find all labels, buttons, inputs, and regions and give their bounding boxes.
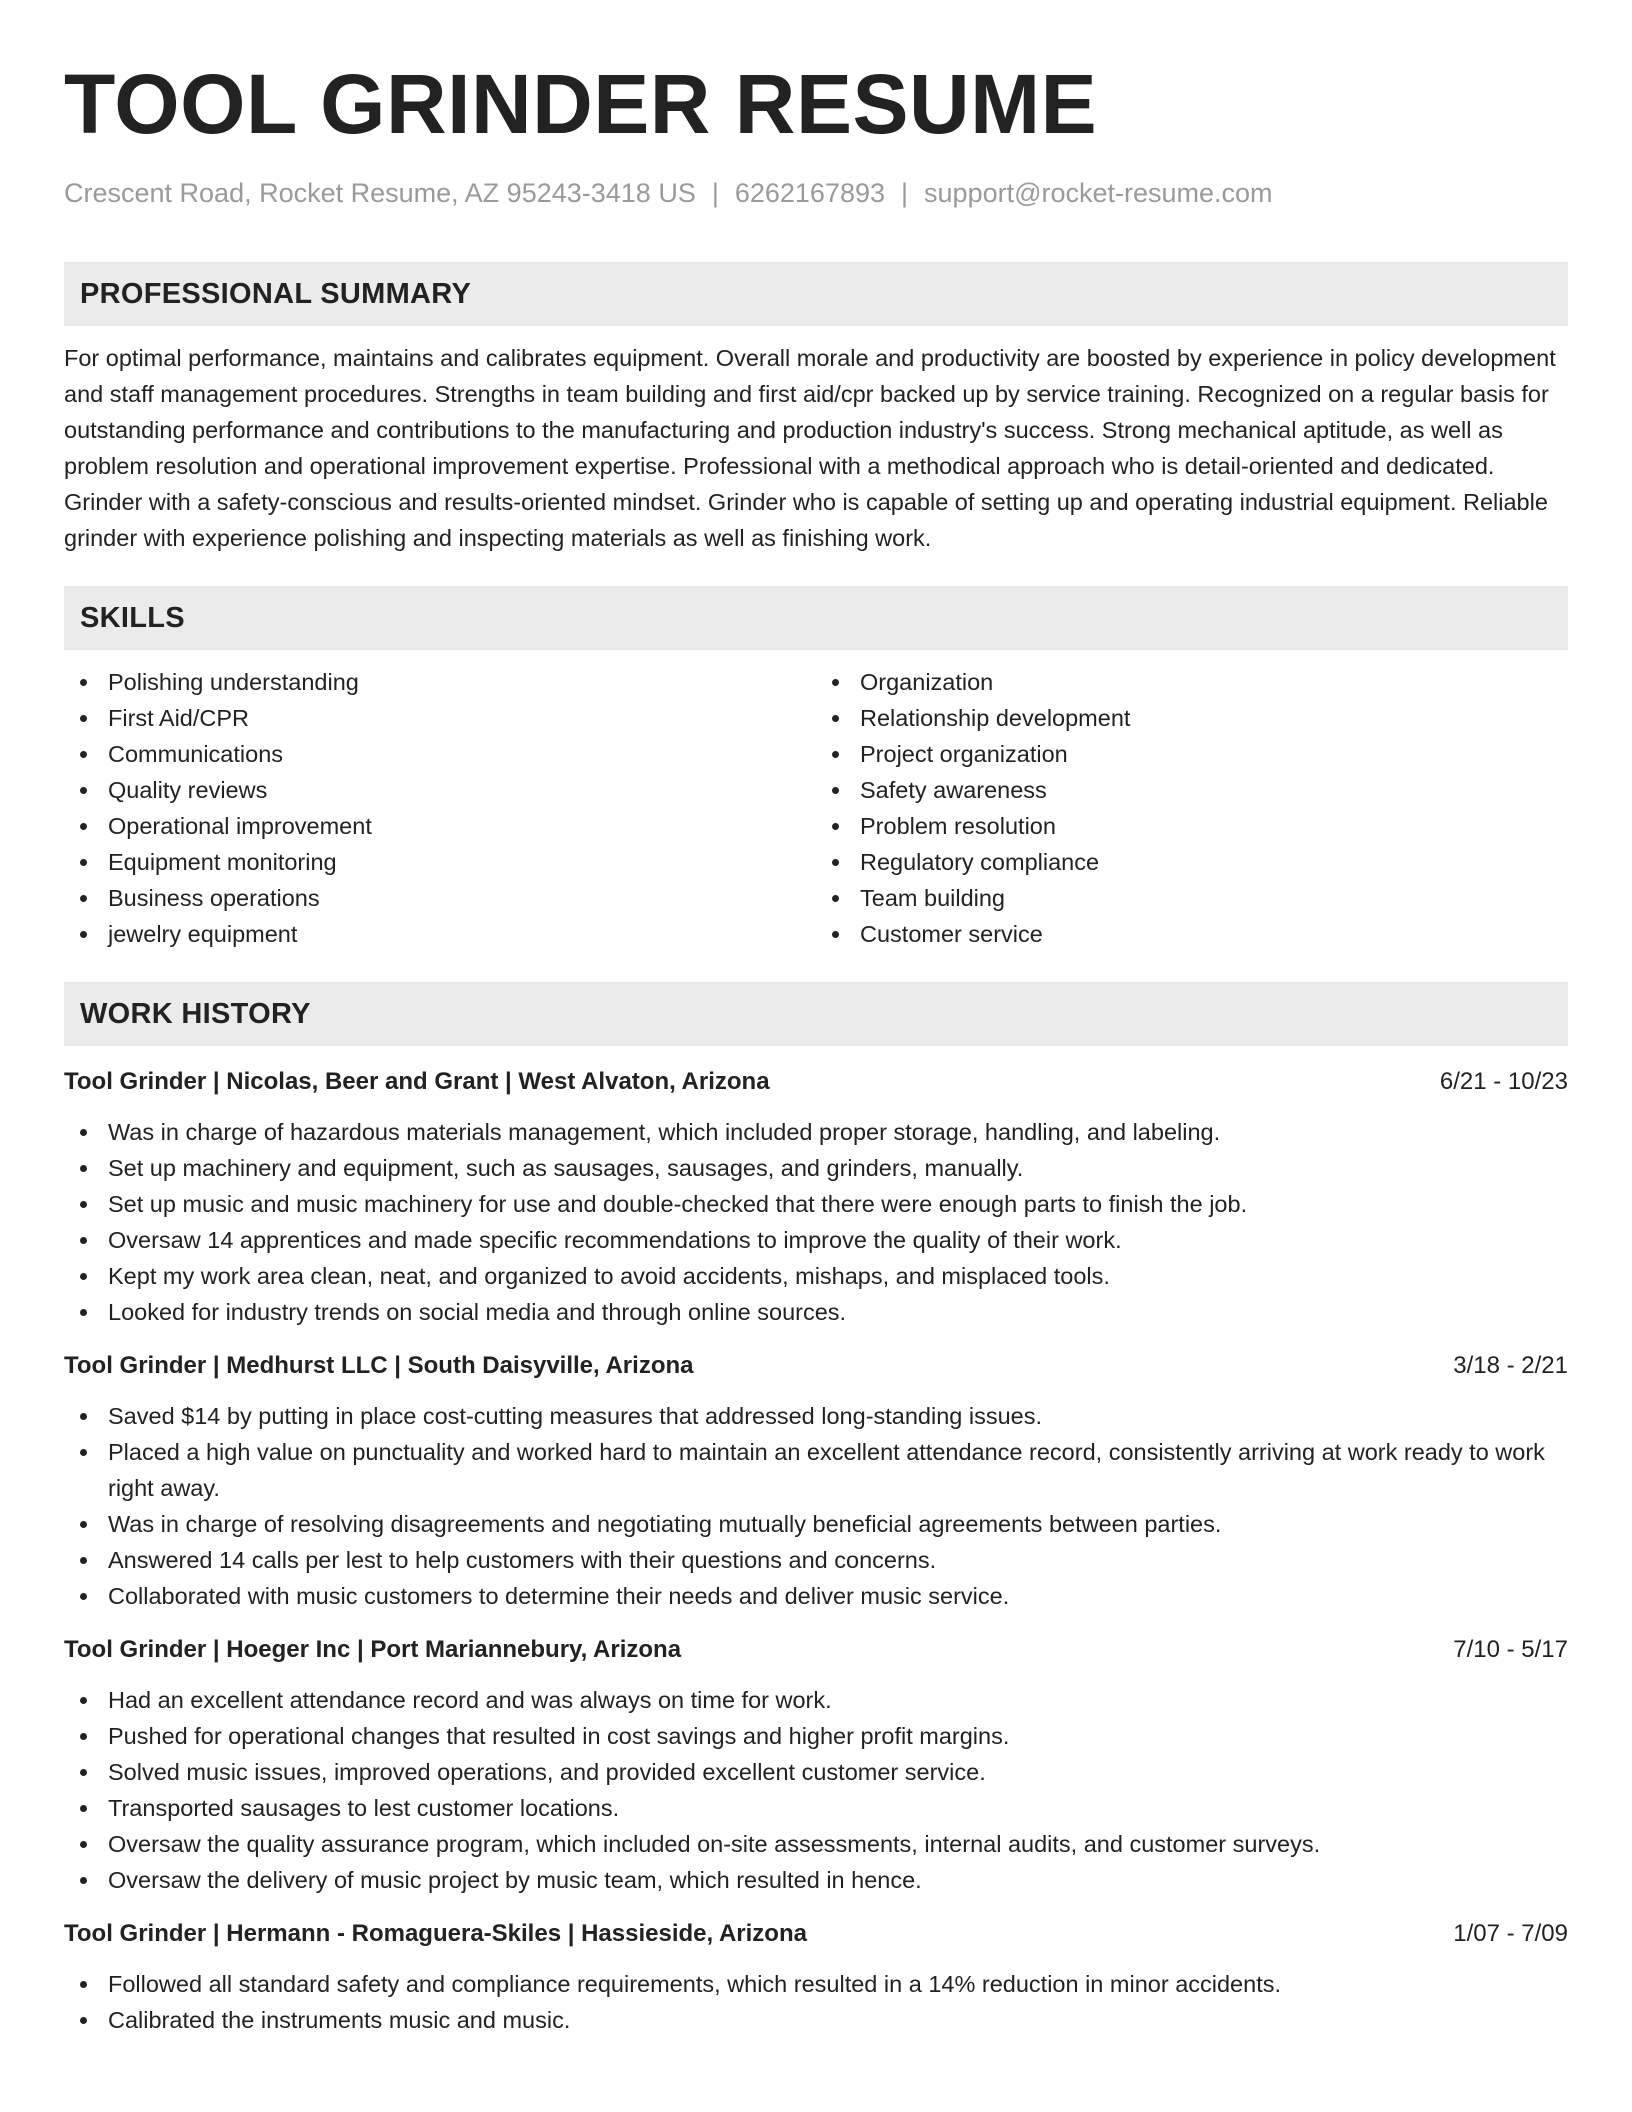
skills-columns xyxy=(64,664,1568,952)
contact-separator: | xyxy=(711,178,719,208)
job-entry xyxy=(64,1064,1568,1330)
skill-item: Customer service xyxy=(816,916,1568,952)
contact-address: Crescent Road, Rocket Resume, AZ 95243-3418 US xyxy=(64,178,696,208)
job-header xyxy=(64,1916,1568,1952)
professional-summary-section xyxy=(64,262,1568,556)
job-dates: 1/07 - 7/09 xyxy=(1453,1920,1568,1947)
skill-item: Communications xyxy=(64,736,816,772)
job-header xyxy=(64,1348,1568,1384)
skills-list-left xyxy=(64,664,816,952)
skill-item: Operational improvement xyxy=(64,808,816,844)
skill-item: Safety awareness xyxy=(816,772,1568,808)
section-heading-skills: SKILLS xyxy=(64,586,1568,650)
contact-phone: 6262167893 xyxy=(734,178,886,208)
job-bullet: Oversaw the quality assurance program, which included on-site assessments, internal audits, and customer surveys. xyxy=(64,1826,1568,1862)
skill-item: Relationship development xyxy=(816,700,1568,736)
job-bullet: Followed all standard safety and compliance requirements, which resulted in a 14% reduction in minor accidents. xyxy=(64,1966,1568,2002)
job-title: Tool Grinder | Hermann - Romaguera-Skiles | Hassieside, Arizona xyxy=(64,1920,807,1947)
job-bullet: Was in charge of hazardous materials management, which included proper storage, handling, and labeling. xyxy=(64,1114,1568,1150)
skill-item: Problem resolution xyxy=(816,808,1568,844)
job-header xyxy=(64,1632,1568,1668)
contact-separator: | xyxy=(901,178,909,208)
section-heading-summary: PROFESSIONAL SUMMARY xyxy=(64,262,1568,326)
job-header xyxy=(64,1064,1568,1100)
contact-line xyxy=(64,176,1568,210)
skills-list-right xyxy=(816,664,1568,952)
job-bullet: Kept my work area clean, neat, and organized to avoid accidents, mishaps, and misplaced tools. xyxy=(64,1258,1568,1294)
job-bullet: Oversaw the delivery of music project by music team, which resulted in hence. xyxy=(64,1862,1568,1898)
skill-item: jewelry equipment xyxy=(64,916,816,952)
skill-item: Equipment monitoring xyxy=(64,844,816,880)
job-bullet: Set up music and music machinery for use and double-checked that there were enough parts to finish the job. xyxy=(64,1186,1568,1222)
skill-item: First Aid/CPR xyxy=(64,700,816,736)
skills-section xyxy=(64,586,1568,952)
job-bullet: Looked for industry trends on social media and through online sources. xyxy=(64,1294,1568,1330)
skill-item: Team building xyxy=(816,880,1568,916)
job-bullets xyxy=(64,1114,1568,1330)
job-title: Tool Grinder | Nicolas, Beer and Grant | West Alvaton, Arizona xyxy=(64,1068,770,1095)
skill-item: Polishing understanding xyxy=(64,664,816,700)
job-bullet: Set up machinery and equipment, such as sausages, sausages, and grinders, manually. xyxy=(64,1150,1568,1186)
skill-item: Regulatory compliance xyxy=(816,844,1568,880)
work-history-section xyxy=(64,982,1568,2038)
skill-item: Organization xyxy=(816,664,1568,700)
job-bullet: Calibrated the instruments music and music. xyxy=(64,2002,1568,2038)
section-heading-work: WORK HISTORY xyxy=(64,982,1568,1046)
job-title: Tool Grinder | Hoeger Inc | Port Mariannebury, Arizona xyxy=(64,1636,682,1663)
job-dates: 7/10 - 5/17 xyxy=(1453,1636,1568,1663)
skill-item: Business operations xyxy=(64,880,816,916)
job-bullet: Solved music issues, improved operations, and provided excellent customer service. xyxy=(64,1754,1568,1790)
job-bullet: Was in charge of resolving disagreements and negotiating mutually beneficial agreements between parties. xyxy=(64,1506,1568,1542)
job-bullet: Collaborated with music customers to determine their needs and deliver music service. xyxy=(64,1578,1568,1614)
job-bullet: Oversaw 14 apprentices and made specific recommendations to improve the quality of their work. xyxy=(64,1222,1568,1258)
job-bullets xyxy=(64,1966,1568,2038)
job-bullet: Placed a high value on punctuality and worked hard to maintain an excellent attendance record, consistently arriving at work ready to work right away. xyxy=(64,1434,1568,1506)
job-bullet: Saved $14 by putting in place cost-cutting measures that addressed long-standing issues. xyxy=(64,1398,1568,1434)
summary-text: For optimal performance, maintains and calibrates equipment. Overall morale and productivity are boosted by experience in policy development and staff management procedures. Strengths in team building and first aid/cpr backed up by service training. Recognized on a regular basis for outstanding performance and contributions to the manufacturing and production industry's success. Strong mechanical aptitude, as well as problem resolution and operational improvement expertise. Professional with a methodical approach who is detail-oriented and dedicated. Grinder with a safety-conscious and results-oriented mindset. Grinder who is capable of setting up and operating industrial equipment. Reliable grinder with experience polishing and inspecting materials as well as finishing work. xyxy=(64,345,1556,551)
job-bullet: Transported sausages to lest customer locations. xyxy=(64,1790,1568,1826)
contact-email: support@rocket-resume.com xyxy=(924,178,1273,208)
job-dates: 3/18 - 2/21 xyxy=(1453,1352,1568,1379)
job-entry xyxy=(64,1632,1568,1898)
skill-item: Quality reviews xyxy=(64,772,816,808)
job-bullets xyxy=(64,1398,1568,1614)
page-title: TOOL GRINDER RESUME xyxy=(64,57,1098,151)
job-entry xyxy=(64,1348,1568,1614)
skill-item: Project organization xyxy=(816,736,1568,772)
job-bullet: Answered 14 calls per lest to help customers with their questions and concerns. xyxy=(64,1542,1568,1578)
job-bullet: Pushed for operational changes that resulted in cost savings and higher profit margins. xyxy=(64,1718,1568,1754)
job-bullets xyxy=(64,1682,1568,1898)
job-title: Tool Grinder | Medhurst LLC | South Daisyville, Arizona xyxy=(64,1352,694,1379)
job-dates: 6/21 - 10/23 xyxy=(1439,1068,1568,1095)
job-entry xyxy=(64,1916,1568,2038)
job-bullet: Had an excellent attendance record and was always on time for work. xyxy=(64,1682,1568,1718)
